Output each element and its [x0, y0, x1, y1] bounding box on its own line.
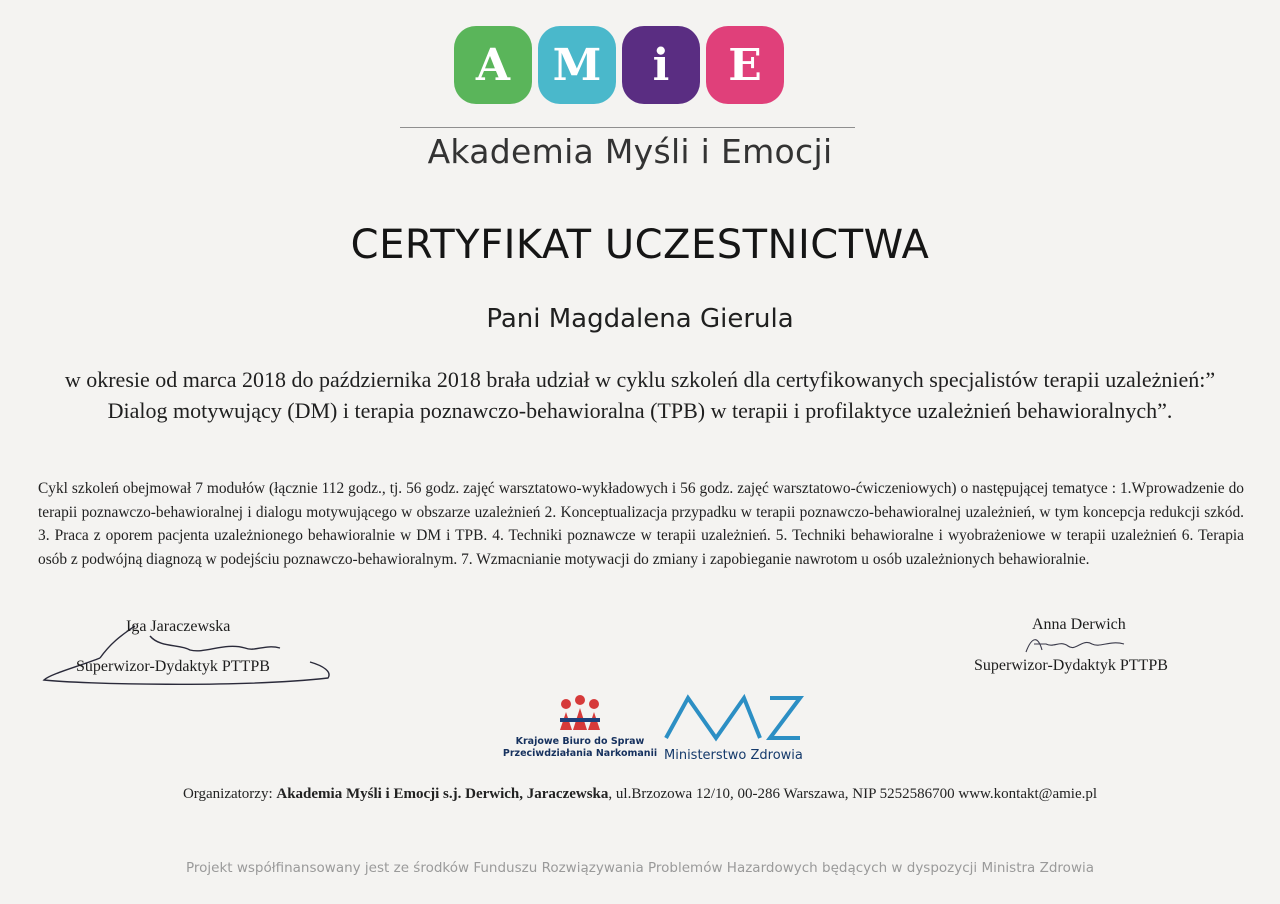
ministry-logo [660, 690, 810, 770]
certificate-title: CERTYFIKAT UCZESTNICTWA [350, 222, 930, 268]
signature-left [40, 614, 340, 684]
organizers-name: Akademia Myśli i Emocji s.j. Derwich, Jaraczewska [276, 786, 609, 802]
kbpn-logo [500, 692, 660, 772]
logo-tile-i: i [622, 26, 700, 104]
organizers-address: , ul.Brzozowa 12/10, 00-286 Warszawa, NIP 5252586700 www.kontakt@amie.pl [608, 786, 1098, 802]
amie-logo [454, 26, 790, 108]
funding-footer: Projekt współfinansowany jest ze środków Funduszu Rozwiązywania Problemów Hazardowych będących w dyspozycji Ministra Zdrowia [185, 860, 1095, 876]
organizers-line [0, 786, 1280, 803]
kbpn-line-2: Przeciwdziałania Narkomanii [502, 748, 658, 759]
ministry-mark-icon [660, 690, 810, 746]
ministry-name: Ministerstwo Zdrowia [664, 748, 803, 763]
signatory-role-right: Superwizor-Dydaktyk PTTPB [974, 657, 1168, 674]
signature-right [960, 614, 1220, 684]
kbpn-label [500, 736, 660, 760]
participation-statement: w okresie od marca 2018 do października 2018 brała udział w cyklu szkoleń dla certyfikowanych specjalistów terapii uzależnień:” Dialog motywujący (DM) i terapia poznawczo-behawioralna (TPB) w terapii i profilaktyce uzależnień behawioralnych”. [64, 367, 1216, 423]
handwritten-signature-right [1020, 632, 1140, 656]
logo-divider [400, 127, 855, 128]
signatory-role-left: Superwizor-Dydaktyk PTTPB [76, 658, 270, 675]
recipient-name: Pani Magdalena Gierula [486, 304, 794, 334]
kbpn-line-1: Krajowe Biuro do Spraw [515, 736, 645, 747]
logo-tile-a: A [454, 26, 532, 104]
signatory-name-right: Anna Derwich [1032, 616, 1126, 633]
course-description: Cykl szkoleń obejmował 7 modułów (łącznie 112 godz., tj. 56 godz. zajęć warsztatowo-wykładowych i 56 godz. zajęć warsztatowo-ćwiczeniowych) o następującej tematyce : 1.Wprowadzenie do terapii poznawczo-behawioralnej i dialogu motywującego w obszarze uzależnień 2. Konceptualizacja przypadku w terapii poznawczo-behawioralnej uzależnień, w tym koncepcja redukcji szkód. 3. Praca z oporem pacjenta uzależnionego behawioralnie w DM i TPB. 4. Techniki poznawcze w terapii uzależnień. 5. Techniki behawioralne i wyobrażeniowe w terapii uzależnień 6. Terapia osób z podwójną diagnozą w podejściu poznawczo-behawioralnym. 7. Wzmacnianie motywacji do zmiany i zapobieganie nawrotom u osób uzależnionych behawioralnie. [38, 480, 1244, 568]
kbpn-people-icon [500, 692, 660, 736]
logo-tile-e: E [706, 26, 784, 104]
organizers-prefix: Organizatorzy: [182, 786, 273, 802]
academy-name: Akademia Myśli i Emocji [427, 132, 833, 171]
logo-tile-m: M [538, 26, 616, 104]
signatory-name-left: Iga Jaraczewska [126, 618, 231, 635]
